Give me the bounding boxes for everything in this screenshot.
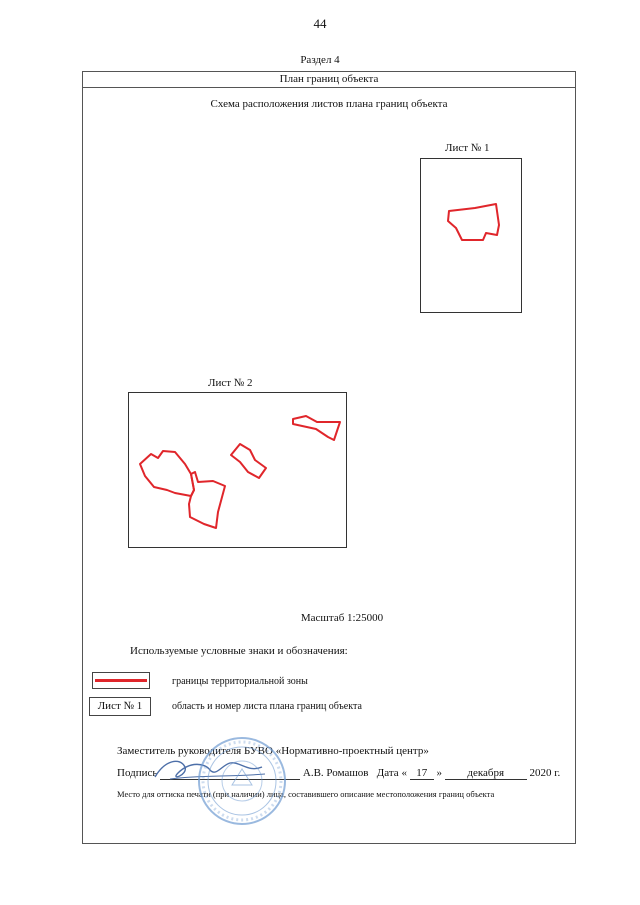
- legend-sheet-symbol: Лист № 1: [89, 697, 151, 716]
- signer-name: А.В. Ромашов: [302, 767, 369, 779]
- date-day-close: »: [436, 767, 442, 779]
- zone-boundary-3: [231, 444, 266, 478]
- page-number: 44: [313, 16, 327, 31]
- sheet-2-boundaries: [128, 392, 347, 548]
- legend-sheet-text: область и номер листа плана границ объекта: [172, 701, 362, 712]
- zone-boundary-2: [293, 416, 340, 440]
- zone-boundary-4: [140, 451, 194, 496]
- organization-stamp: [196, 735, 288, 827]
- date-year: 2020 г.: [529, 767, 561, 779]
- signature-label: Подпись: [117, 767, 158, 779]
- signer-role: Заместитель руководителя БУВО «Нормативно-проектный центр»: [117, 745, 429, 757]
- date-day: 17: [410, 767, 434, 780]
- sheet-1-boundaries: [420, 158, 522, 313]
- date-month: декабря: [445, 767, 527, 780]
- sheet-2-label: Лист № 2: [208, 377, 253, 389]
- section-title: Раздел 4: [300, 54, 340, 66]
- zone-boundary-5: [189, 472, 225, 528]
- scale-label: Масштаб 1:25000: [300, 612, 384, 624]
- scheme-title: Схема расположения листов плана границ объекта: [210, 98, 448, 110]
- zone-boundary-1: [448, 204, 499, 240]
- legend-boundary-symbol: [92, 672, 150, 689]
- legend-boundary-text: границы территориальной зоны: [172, 676, 308, 687]
- frame-title: План границ объекта: [82, 71, 576, 88]
- date-label: Дата «: [376, 767, 407, 779]
- legend-title: Используемые условные знаки и обозначения:: [130, 645, 348, 657]
- legend-red-line: [95, 679, 147, 682]
- stamp-note: Место для оттиска печати (при наличии) лица, составившего описание местоположения границ объекта: [117, 789, 495, 799]
- sheet-1-label: Лист № 1: [445, 142, 490, 154]
